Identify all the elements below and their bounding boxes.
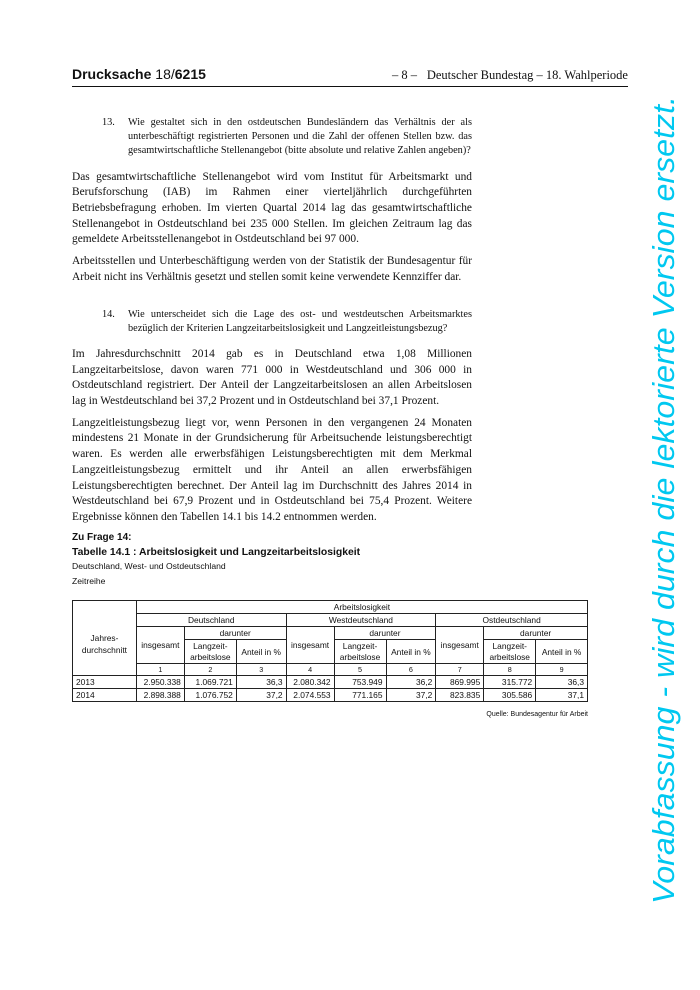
row-year: 2013 [73, 676, 137, 689]
table-caption [72, 532, 592, 586]
column-number-row [73, 664, 588, 676]
question-text: Wie gestaltet sich in den ostdeutschen Bundesländern das Verhältnis der als unterbeschäftigt registrierten Personen und die Zahl der offenen Stellen bzw. das gesamtwirtschaftliche Stellenangebot (bitte absolute und relative Zahlen angeben)? [128, 117, 472, 157]
col-langzeit-header: Langzeit-arbeitslose [334, 640, 386, 664]
col-total-header: insgesamt [436, 627, 484, 664]
page-header [72, 62, 628, 87]
question-text: Wie unterscheidet sich die Lage des ost- und westdeutschen Arbeitsmarktes bezüglich der Kriterien Langzeitarbeitslosigkeit und Langzeitleistungsbezug? [128, 308, 472, 334]
col-darunter-header: darunter [484, 627, 588, 640]
table-cell: 2.950.338 [136, 676, 184, 689]
page-number: – 8 – [392, 68, 417, 82]
table-cell: 869.995 [436, 676, 484, 689]
header-row-top [73, 601, 588, 614]
table-cell: 1.076.752 [184, 689, 236, 702]
table-cell: 37,1 [536, 689, 588, 702]
answer-14-paragraph-1: Im Jahresdurchschnitt 2014 gab es in Deutschland etwa 1,08 Millionen Langzeitarbeitslose, davon waren 771 000 in Westdeutschland und 306 000 in Ostdeutschland registriert. Der Anteil der Langzeitarbeitslosen an allen Arbeitslosen lag in Westdeutschland bei 37,2 Prozent und in Ostdeutschland bei 37,1 Prozent. [72, 347, 472, 408]
row-header: Jahres-durchschnitt [73, 614, 137, 676]
question-14 [102, 308, 472, 336]
question-number: 14. [102, 308, 115, 320]
table-series-label: Zeitreihe [72, 576, 106, 586]
table-title: Tabelle 14.1 : Arbeitslosigkeit und Langzeitarbeitslosigkeit [72, 547, 361, 558]
answer-13-paragraph-2: Arbeitsstellen und Unterbeschäftigung werden von der Statistik der Bundesagentur für Arbeit nicht ins Verhältnis gesetzt und stellen somit keine verwendete Kennziffer dar. [72, 255, 472, 283]
table-cell: 36,3 [536, 676, 588, 689]
column-number: 5 [334, 664, 386, 676]
table-cell: 36,2 [386, 676, 436, 689]
doc-prefix: 18/ [155, 66, 175, 82]
table-cell: 1.069.721 [184, 676, 236, 689]
table-cell: 771.165 [334, 689, 386, 702]
row-year: 2014 [73, 689, 137, 702]
region-header: Ostdeutschland [436, 614, 588, 627]
column-number: 2 [184, 664, 236, 676]
table-source: Quelle: Bundesagentur für Arbeit [486, 711, 588, 718]
draft-watermark [644, 96, 684, 906]
empty-corner [73, 601, 137, 614]
table-row [73, 689, 588, 702]
column-number: 3 [236, 664, 286, 676]
table-cell: 315.772 [484, 676, 536, 689]
doc-type: Drucksache [72, 66, 152, 82]
column-number: 8 [484, 664, 536, 676]
table-cell: 305.586 [484, 689, 536, 702]
unemployment-table [72, 600, 588, 702]
question-number: 13. [102, 117, 115, 128]
col-total-header: insgesamt [136, 627, 184, 664]
column-number: 6 [386, 664, 436, 676]
table-cell: 823.835 [436, 689, 484, 702]
answer-14-paragraph-2: Langzeitleistungsbezug liegt vor, wenn Personen in den vergangenen 24 Monaten mindestens 21 Monate in der Grundsicherung für Arbeitsuchende leistungsberechtigt waren. Es werden alle erwerbsfähigen Leistungsberechtigten mit dem Merkmal Langzeitleistungsbezug ermittelt und ihr Anteil an allen erwerbsfähigen Leistungsberechtigten berechnet. Der Anteil lag im Durchschnitt des Jahres 2014 in Westdeutschland bei 67,9 Prozent und in Ostdeutschland bei 75,4 Prozent. Weitere Ergebnisse können den Tabellen 14.1 bis 14.2 entnommen werden. [72, 416, 472, 523]
header-row-darunter [73, 627, 588, 640]
column-number: 9 [536, 664, 588, 676]
col-langzeit-header: Langzeit-arbeitslose [184, 640, 236, 664]
table-subtitle: Deutschland, West- und Ostdeutschland [72, 561, 226, 571]
table-cell: 36,3 [236, 676, 286, 689]
column-number: 4 [286, 664, 334, 676]
col-anteil-header: Anteil in % [236, 640, 286, 664]
table-cell: 37,2 [386, 689, 436, 702]
col-anteil-header: Anteil in % [536, 640, 588, 664]
col-anteil-header: Anteil in % [386, 640, 436, 664]
col-langzeit-header: Langzeit-arbeitslose [484, 640, 536, 664]
table-cell: 37,2 [236, 689, 286, 702]
region-header: Deutschland [136, 614, 286, 627]
watermark-text: Vorabfassung - wird durch die lektorierte Version ersetzt. [647, 138, 681, 904]
table-cell: 753.949 [334, 676, 386, 689]
column-number: 7 [436, 664, 484, 676]
col-darunter-header: darunter [334, 627, 436, 640]
answer-13-paragraph-1: Das gesamtwirtschaftliche Stellenangebot wird vom Institut für Arbeitsmarkt und Berufsforschung (IAB) im Rahmen einer vierteljährlich durchgeführten Betriebsbefragung erhoben. Im vierten Quartal 2014 lag das gesamtwirtschaftliche Stellenangebot in Ostdeutschland bei 235 000 Stellen. Im gleichen Zeitraum lag das gemeldete Arbeitsstellenangebot in Ostdeutschland bei 97 000. [72, 170, 472, 246]
table-row [73, 676, 588, 689]
main-content [72, 116, 472, 526]
region-header: Westdeutschland [286, 614, 436, 627]
table-cell: 2.080.342 [286, 676, 334, 689]
table-reference: Zu Frage 14: [72, 532, 132, 543]
col-total-header: insgesamt [286, 627, 334, 664]
question-13 [102, 116, 472, 159]
table-cell: 2.074.553 [286, 689, 334, 702]
table-cell: 2.898.388 [136, 689, 184, 702]
document-id [72, 66, 206, 82]
column-number: 1 [136, 664, 184, 676]
doc-number: 6215 [174, 66, 206, 82]
col-darunter-header: darunter [184, 627, 286, 640]
header-row-regions [73, 614, 588, 627]
top-header: Arbeitslosigkeit [136, 601, 587, 614]
institution: Deutscher Bundestag – 18. Wahlperiode [426, 68, 628, 82]
